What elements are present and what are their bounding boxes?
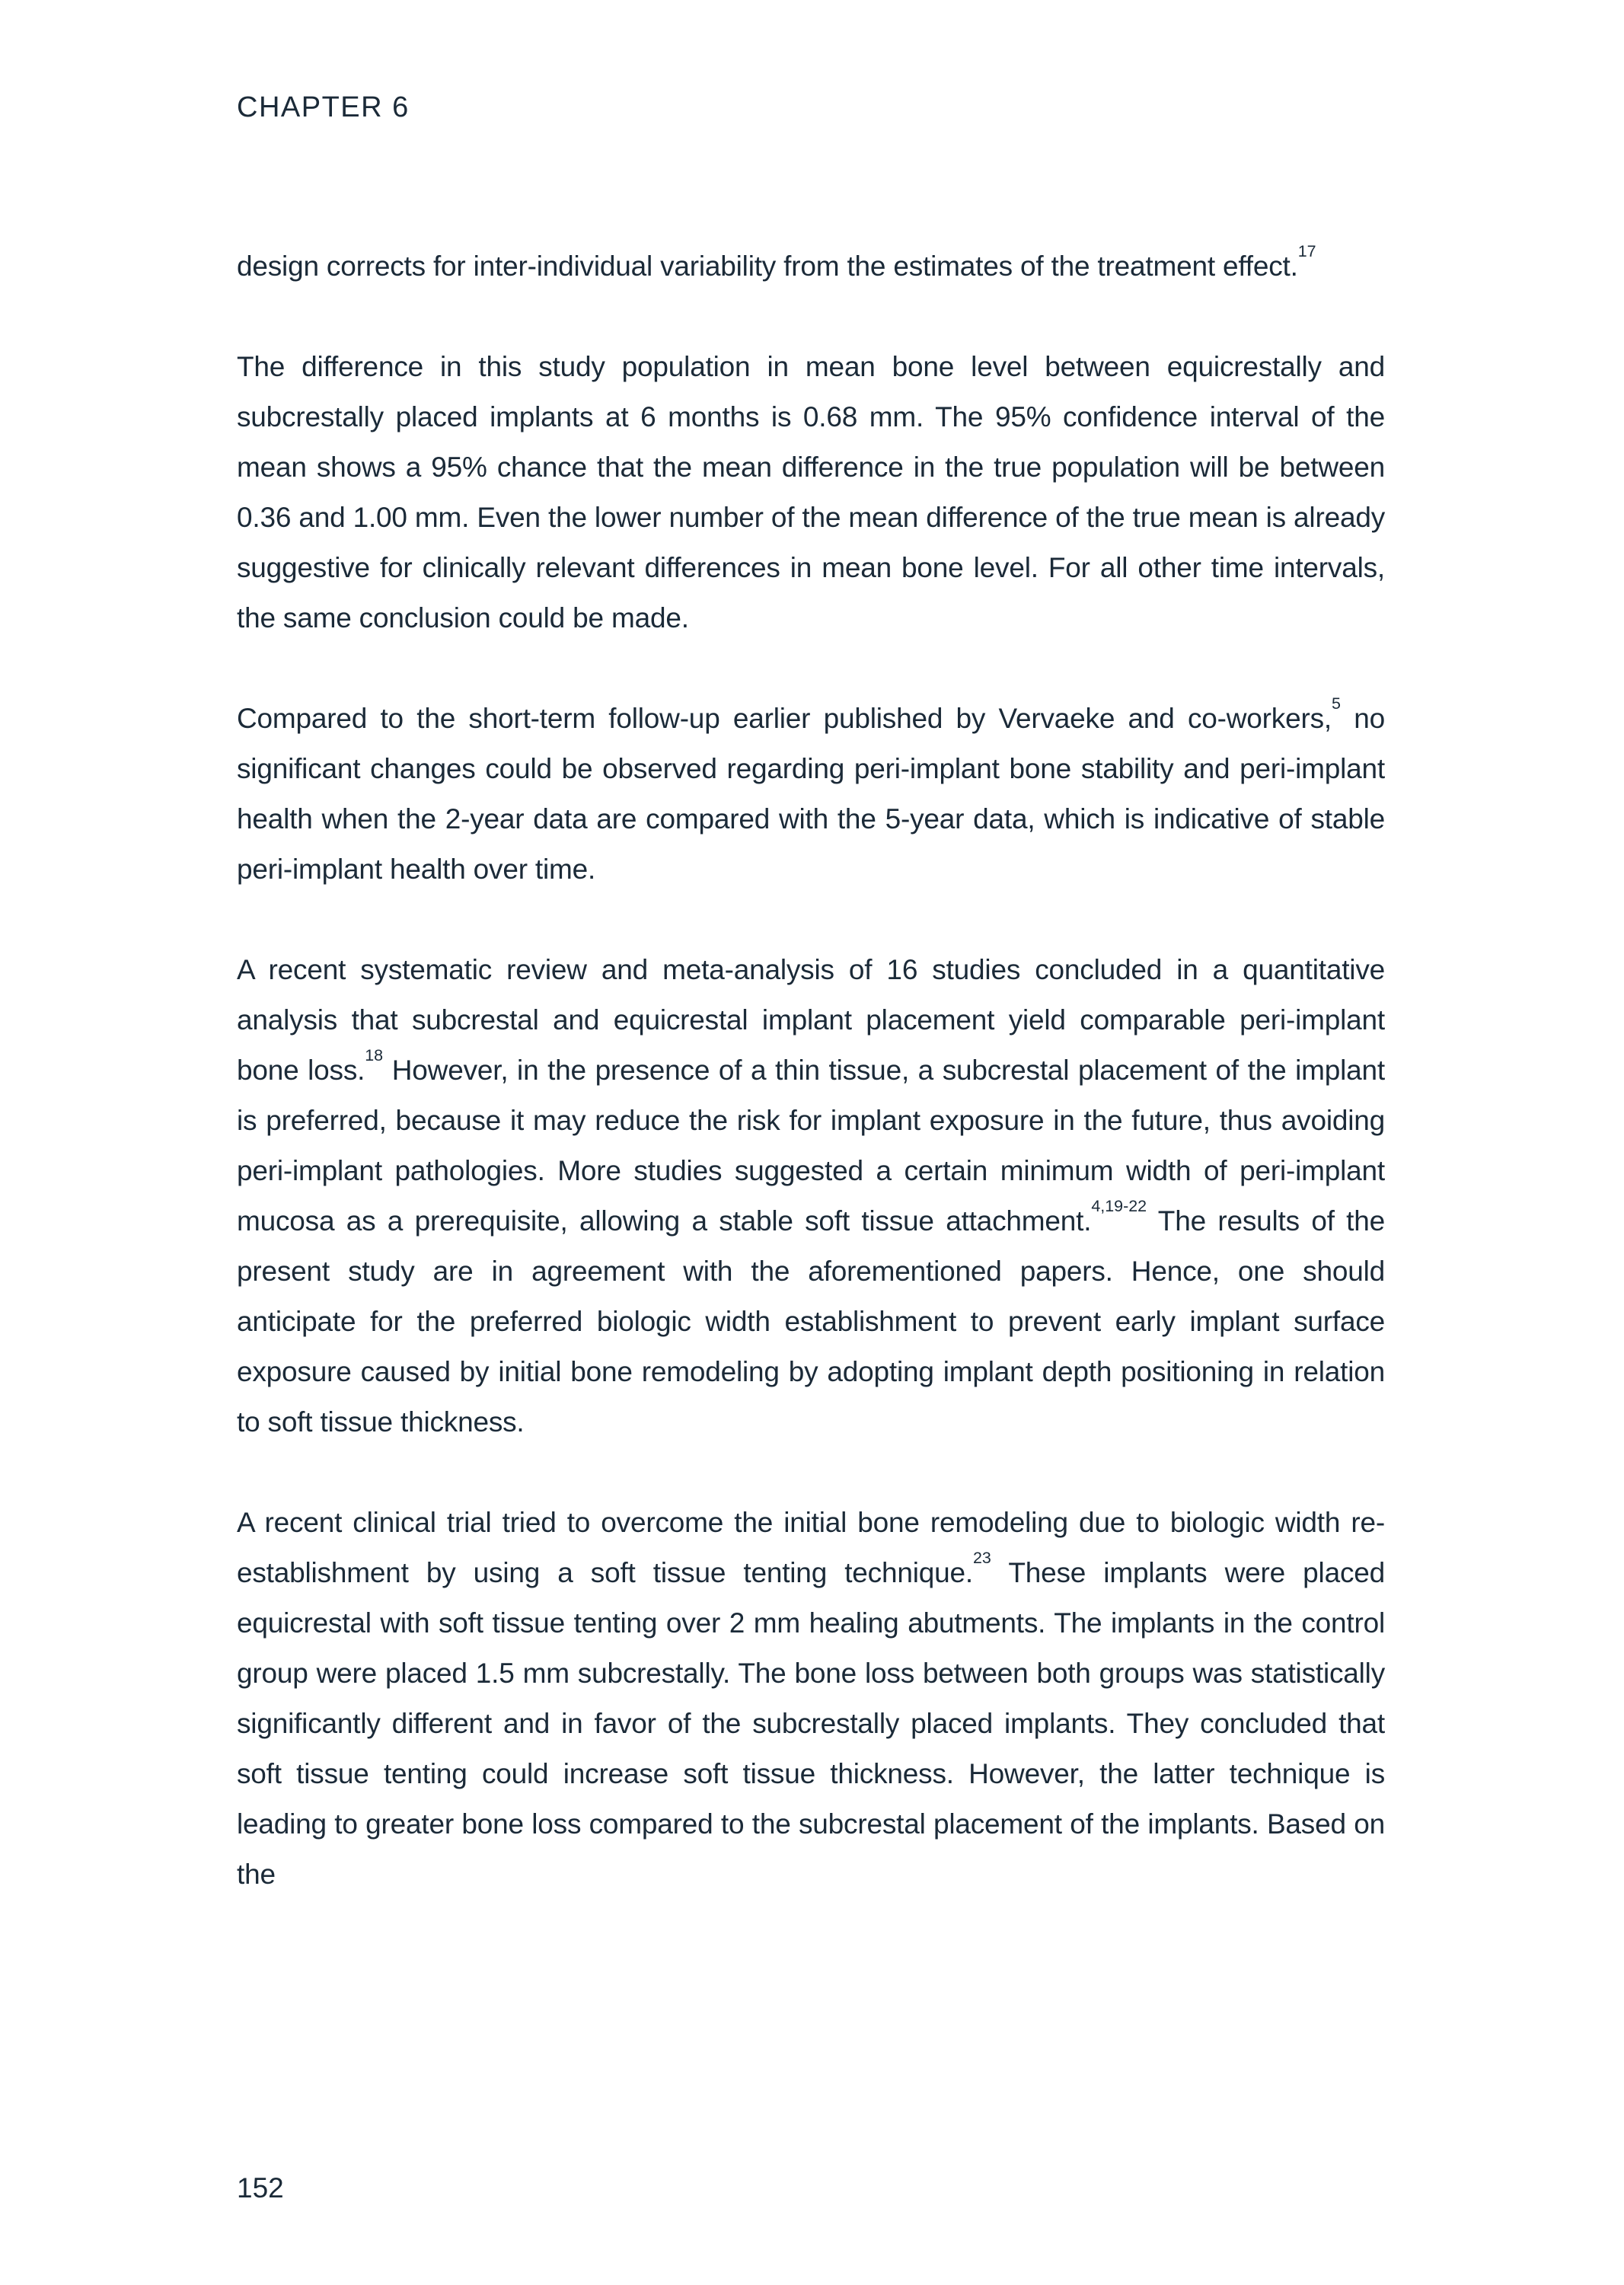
- footnote-reference: 5: [1331, 694, 1341, 713]
- paragraph-text: no significant changes could be observed regarding peri-implant bone stability and peri-implant health when the 2-year data are compared with the 5-year data, which is indicative of stable peri-implant health over time.: [237, 703, 1385, 885]
- paragraph-4: [237, 945, 1385, 1447]
- paragraph-3: [237, 694, 1385, 895]
- footnote-reference: 4,19-22: [1091, 1196, 1147, 1215]
- page-footer: [237, 2173, 284, 2204]
- paragraph-text: The results of the present study are in agreement with the aforementioned papers. Hence, one should anticipate for the preferred biologic width establishment to prevent early implant surface exposure caused by initial bone remodeling by adopting implant depth positioning in relation to soft tissue thickness.: [237, 1205, 1385, 1438]
- paragraph-text: A recent clinical trial tried to overcome the initial bone remodeling due to biologic width re-establishment by using a soft tissue tenting technique.: [237, 1507, 1385, 1588]
- paragraph-text: design corrects for inter-individual variability from the estimates of the treatment effect.: [237, 251, 1298, 282]
- footnote-reference: 23: [972, 1548, 991, 1567]
- page-number: 152: [237, 2172, 284, 2204]
- paragraph-2: [237, 342, 1385, 643]
- chapter-header: [237, 91, 410, 124]
- page-body: [237, 241, 1385, 1900]
- paragraph-text: These implants were placed equicrestal with soft tissue tenting over 2 mm healing abutments. The implants in the control group were placed 1.5 mm subcrestally. The bone loss between both groups was statistically significantly different and in favor of the subcrestally placed implants. They concluded that soft tissue tenting could increase soft tissue thickness. However, the latter technique is leading to greater bone loss compared to the subcrestal placement of the implants. Based on the: [237, 1557, 1386, 1890]
- paragraph-5: [237, 1498, 1385, 1900]
- paragraph-text: Compared to the short-term follow-up earlier published by Vervaeke and co-workers,: [237, 703, 1332, 734]
- paragraph-text: The difference in this study population in mean bone level between equicrestally and subcrestally placed implants at 6 months is 0.68 mm. The 95% confidence interval of the mean shows a 95% chance that the mean difference in the true population will be between 0.36 and 1.00 mm. Even the lower number of the mean difference of the true mean is already suggestive for clinically relevant differences in mean bone level. For all other time intervals, the same conclusion could be made.: [237, 351, 1385, 633]
- footnote-reference: 17: [1297, 241, 1316, 260]
- paragraph-text: However, in the presence of a thin tissue, a subcrestal placement of the implant is preferred, because it may reduce the risk for implant exposure in the future, thus avoiding peri-implant pathologies. More studies suggested a certain minimum width of peri-implant mucosa as a prerequisite, allowing a stable soft tissue attachment.: [237, 1055, 1386, 1237]
- footnote-reference: 18: [365, 1045, 384, 1064]
- paragraph-text: A recent systematic review and meta-analysis of 16 studies concluded in a quantitative analysis that subcrestal and equicrestal implant placement yield comparable peri-implant bone loss.: [237, 954, 1385, 1086]
- chapter-label: CHAPTER 6: [237, 91, 410, 123]
- paragraph-1: [237, 241, 1385, 292]
